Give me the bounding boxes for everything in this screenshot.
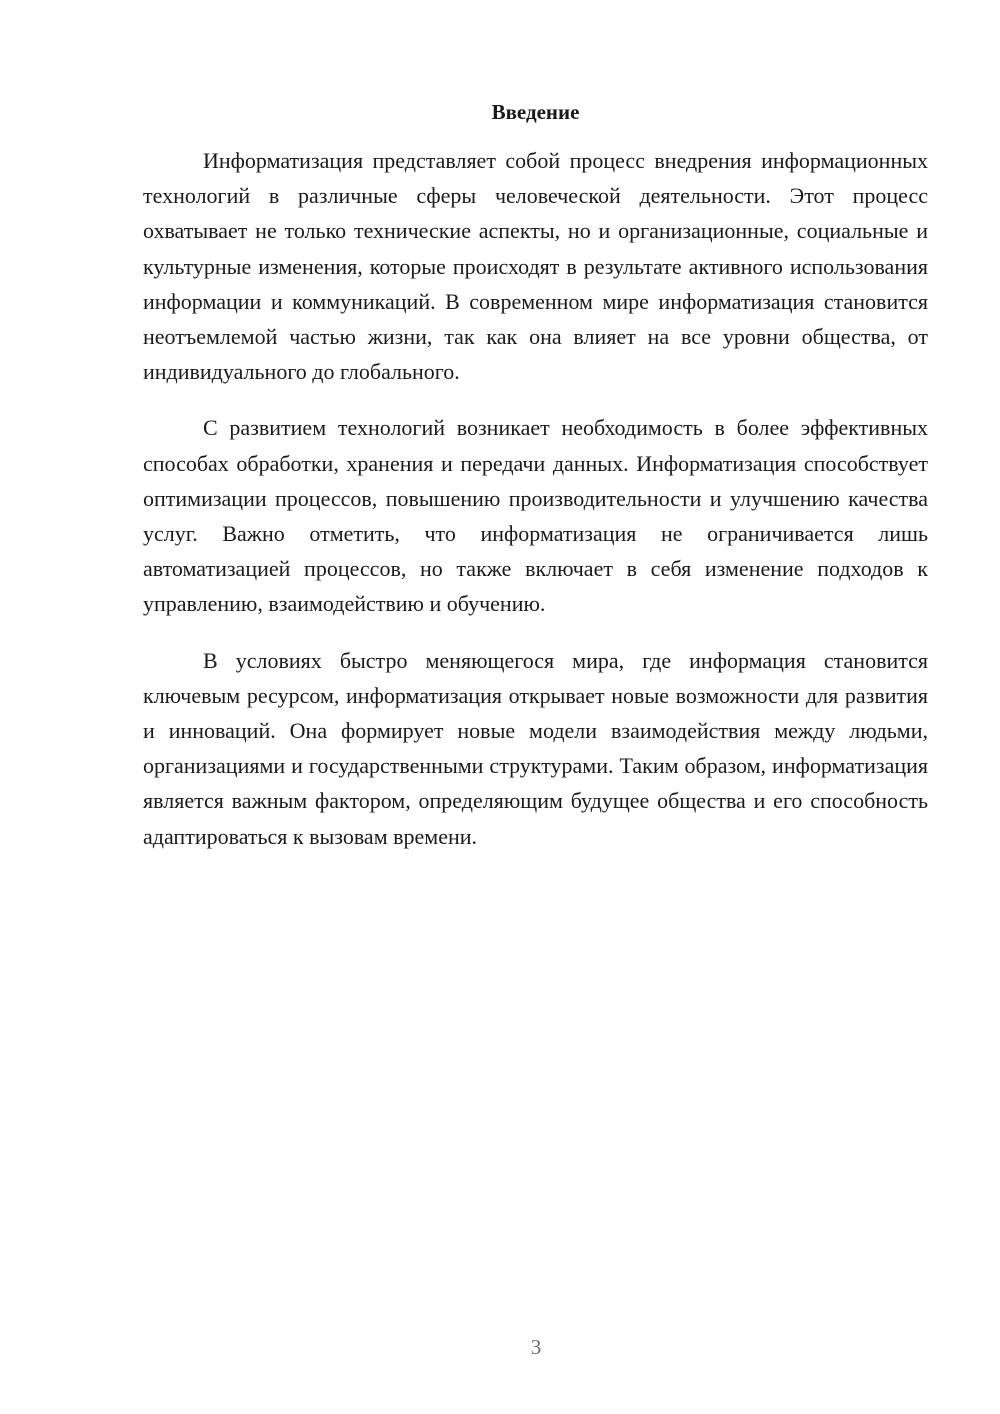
paragraph-3: В условиях быстро меняющегося мира, где информация становится ключевым ресурсом, информатизация открывает новые возможности для развития и инноваций. Она формирует новые модели взаимодействия между людьми, организациями и государственными структурами. Таким образом, информатизация является важным фактором, определяющим будущее общества и его способность адаптироваться к вызовам времени.: [143, 647, 928, 849]
body-text: [143, 143, 928, 875]
page-title: Введение: [491, 100, 580, 124]
paragraph-1: Информатизация представляет собой процесс внедрения информационных технологий в различные сферы человеческой деятельности. Этот процесс охватывает не только технические аспекты, но и организационные, социальные и культурные изменения, которые происходят в результате активного использования информации и коммуникаций. В современном мире информатизация становится неотъемлемой частью жизни, так как она влияет на все уровни общества, от индивидуального до глобального.: [143, 148, 928, 385]
paragraph-2: С развитием технологий возникает необходимость в более эффективных способах обработки, хранения и передачи данных. Информатизация способствует оптимизации процессов, повышению производительности и улучшению качества услуг. Важно отметить, что информатизация не ограничивается лишь автоматизацией процессов, но также включает в себя изменение подходов к управлению, взаимодействию и обучению.: [143, 415, 928, 617]
page-number: 3: [530, 1335, 542, 1359]
